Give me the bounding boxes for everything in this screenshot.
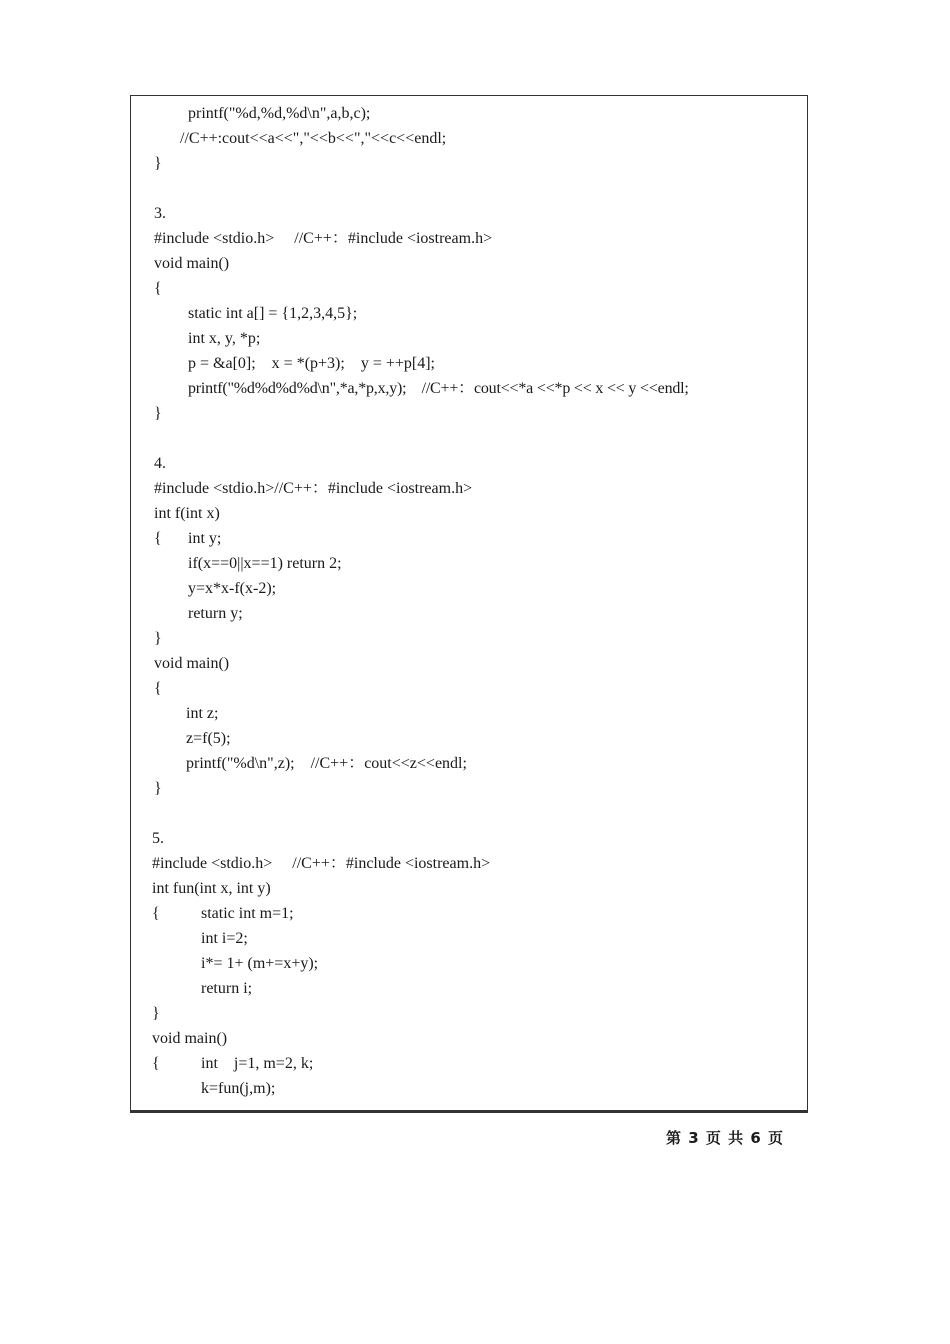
code-line: #include <stdio.h>//C++：#include <iostream.h>: [154, 480, 473, 497]
problem-number: 4.: [154, 455, 166, 472]
code-line: static int a[] = {1,2,3,4,5};: [188, 305, 358, 322]
code-line: i*= 1+ (m+=x+y);: [201, 955, 319, 972]
code-line: #include <stdio.h> //C++：#include <iostream.h>: [152, 855, 491, 872]
code-line: {: [152, 905, 160, 922]
code-line: int i=2;: [201, 930, 248, 947]
code-line: p = &a[0]; x = *(p+3); y = ++p[4];: [188, 355, 435, 372]
code-line: #include <stdio.h> //C++：#include <iostream.h>: [154, 230, 493, 247]
code-line: void main(): [154, 255, 230, 272]
problem-number: 5.: [152, 830, 164, 847]
code-line: z=f(5);: [186, 730, 231, 747]
code-line: int j=1, m=2, k;: [201, 1055, 314, 1072]
problem-number: 3.: [154, 205, 166, 222]
code-line: int y;: [188, 530, 222, 547]
code-line: }: [152, 1005, 160, 1022]
code-line: }: [154, 155, 162, 172]
code-line: static int m=1;: [201, 905, 294, 922]
code-line: printf("%d\n",z); //C++：cout<<z<<endl;: [186, 755, 467, 772]
code-line: }: [154, 405, 162, 422]
code-line: int f(int x): [154, 505, 220, 522]
code-line: y=x*x-f(x-2);: [188, 580, 277, 597]
code-line: return i;: [201, 980, 253, 997]
code-line: return y;: [188, 605, 243, 622]
code-line: //C++:cout<<a<<","<<b<<","<<c<<endl;: [180, 130, 447, 147]
code-line: }: [154, 780, 162, 797]
code-line: printf("%d,%d,%d\n",a,b,c);: [188, 105, 371, 122]
code-line: int x, y, *p;: [188, 330, 261, 347]
code-line: int fun(int x, int y): [152, 880, 271, 897]
page-number: 第 3 页 共 6 页: [666, 1129, 784, 1147]
code-line: void main(): [152, 1030, 228, 1047]
code-line: {: [154, 680, 162, 697]
code-line: k=fun(j,m);: [201, 1080, 276, 1097]
code-line: if(x==0||x==1) return 2;: [188, 555, 342, 572]
code-line: {: [154, 280, 162, 297]
code-line: int z;: [186, 705, 219, 722]
code-line: }: [154, 630, 162, 647]
code-line: {: [152, 1055, 160, 1072]
code-line: printf("%d%d%d%d\n",*a,*p,x,y); //C++：cout<<*a <<*p << x << y <<endl;: [188, 380, 689, 397]
code-line: void main(): [154, 655, 230, 672]
code-line: {: [154, 530, 162, 547]
